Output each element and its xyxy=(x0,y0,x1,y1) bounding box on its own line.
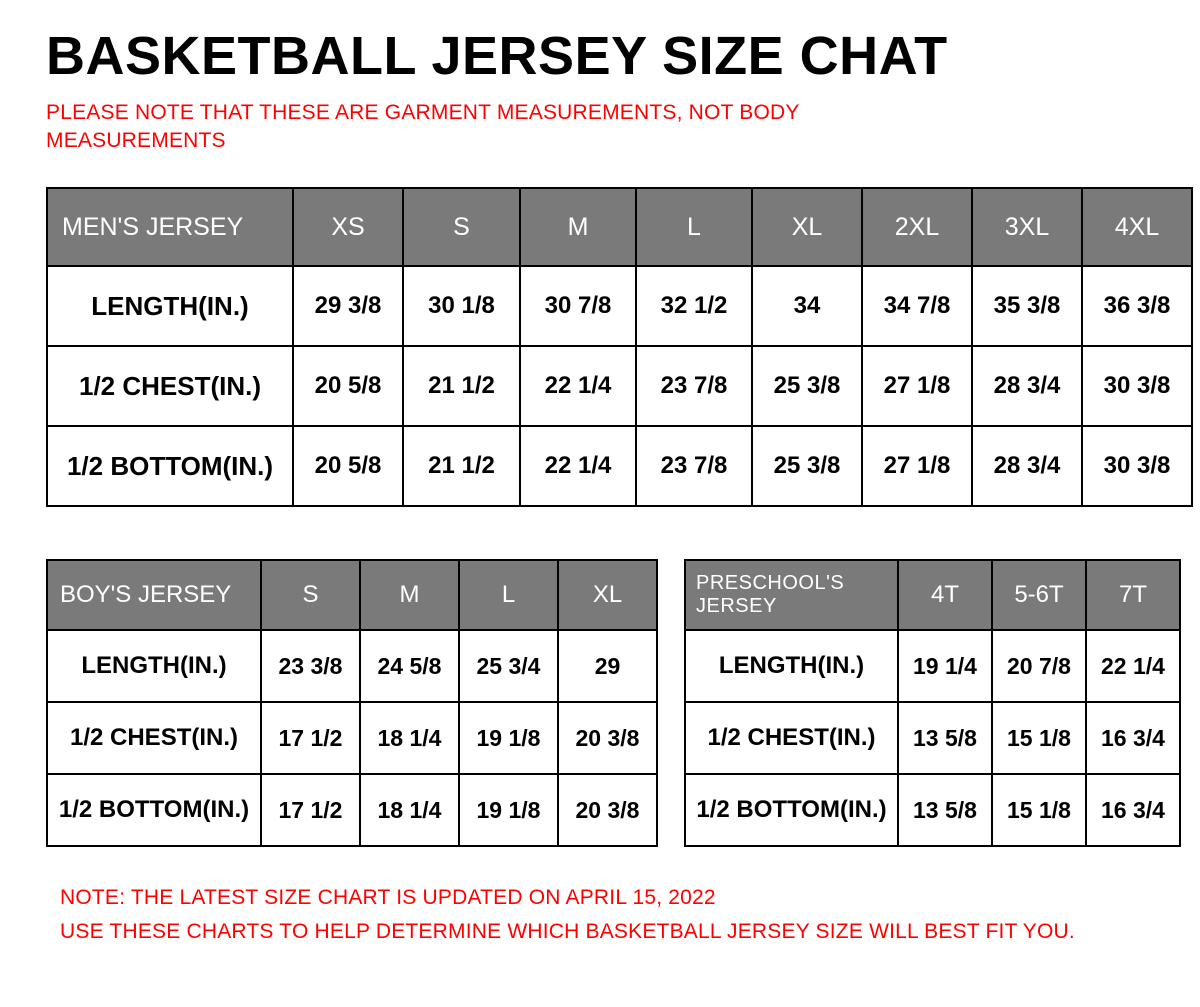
table-row xyxy=(47,426,1192,506)
column-header: PRESCHOOL'S JERSEY xyxy=(685,560,898,630)
table-row xyxy=(47,630,657,702)
table-cell: 20 7/8 xyxy=(992,630,1086,702)
table-cell: 36 3/8 xyxy=(1082,266,1192,346)
mens-jersey-table-wrapper xyxy=(46,187,1176,507)
table-cell: 35 3/8 xyxy=(972,266,1082,346)
table-cell: 16 3/4 xyxy=(1086,774,1180,846)
table-cell: 20 3/8 xyxy=(558,774,657,846)
table-cell: 19 1/8 xyxy=(459,702,558,774)
table-cell: 34 xyxy=(752,266,862,346)
column-header: 3XL xyxy=(972,188,1082,266)
table-cell: 34 7/8 xyxy=(862,266,972,346)
table-cell: 24 5/8 xyxy=(360,630,459,702)
table-cell: 13 5/8 xyxy=(898,702,992,774)
row-header: 1/2 CHEST(IN.) xyxy=(47,346,293,426)
column-header: 5-6T xyxy=(992,560,1086,630)
table-cell: 27 1/8 xyxy=(862,426,972,506)
table-cell: 22 1/4 xyxy=(1086,630,1180,702)
row-header: 1/2 BOTTOM(IN.) xyxy=(47,774,261,846)
table-cell: 29 xyxy=(558,630,657,702)
table-cell: 17 1/2 xyxy=(261,702,360,774)
row-header: 1/2 BOTTOM(IN.) xyxy=(685,774,898,846)
table-cell: 23 7/8 xyxy=(636,346,752,426)
column-header: XS xyxy=(293,188,403,266)
table-cell: 28 3/4 xyxy=(972,426,1082,506)
column-header: S xyxy=(261,560,360,630)
table-cell: 15 1/8 xyxy=(992,774,1086,846)
table-cell: 19 1/8 xyxy=(459,774,558,846)
table-cell: 22 1/4 xyxy=(520,426,636,506)
table-cell: 30 3/8 xyxy=(1082,426,1192,506)
footer-note-usage: USE THESE CHARTS TO HELP DETERMINE WHICH BASKETBALL JERSEY SIZE WILL BEST FIT YOU. xyxy=(60,919,1075,943)
column-header: L xyxy=(459,560,558,630)
table-cell: 20 3/8 xyxy=(558,702,657,774)
table-row xyxy=(47,346,1192,426)
table-cell: 20 5/8 xyxy=(293,426,403,506)
table-cell: 18 1/4 xyxy=(360,774,459,846)
table-row xyxy=(47,266,1192,346)
boys-jersey-table xyxy=(46,559,658,847)
table-cell: 27 1/8 xyxy=(862,346,972,426)
column-header: XL xyxy=(558,560,657,630)
table-cell: 17 1/2 xyxy=(261,774,360,846)
row-header: LENGTH(IN.) xyxy=(47,266,293,346)
column-header: 2XL xyxy=(862,188,972,266)
column-header: S xyxy=(403,188,520,266)
table-header-row xyxy=(47,188,1192,266)
bottom-tables-row xyxy=(46,559,1176,847)
table-cell: 30 7/8 xyxy=(520,266,636,346)
table-cell: 25 3/4 xyxy=(459,630,558,702)
table-cell: 23 7/8 xyxy=(636,426,752,506)
footer-note-update: NOTE: THE LATEST SIZE CHART IS UPDATED ON APRIL 15, 2022 xyxy=(60,886,716,910)
column-header: L xyxy=(636,188,752,266)
table-cell: 22 1/4 xyxy=(520,346,636,426)
column-header: XL xyxy=(752,188,862,266)
column-header: M xyxy=(520,188,636,266)
table-row xyxy=(685,774,1180,846)
table-header-row xyxy=(685,560,1180,630)
table-row xyxy=(47,702,657,774)
preschool-jersey-table xyxy=(684,559,1181,847)
table-cell: 21 1/2 xyxy=(403,426,520,506)
table-cell: 28 3/4 xyxy=(972,346,1082,426)
table-cell: 20 5/8 xyxy=(293,346,403,426)
table-row xyxy=(685,702,1180,774)
footer-notes xyxy=(60,881,1176,948)
table-cell: 30 1/8 xyxy=(403,266,520,346)
page-title: BASKETBALL JERSEY SIZE CHAT xyxy=(46,26,948,86)
table-cell: 25 3/8 xyxy=(752,426,862,506)
table-cell: 15 1/8 xyxy=(992,702,1086,774)
table-cell: 21 1/2 xyxy=(403,346,520,426)
row-header: 1/2 CHEST(IN.) xyxy=(47,702,261,774)
table-cell: 25 3/8 xyxy=(752,346,862,426)
row-header: 1/2 CHEST(IN.) xyxy=(685,702,898,774)
table-row xyxy=(685,630,1180,702)
column-header: BOY'S JERSEY xyxy=(47,560,261,630)
garment-measurement-note: PLEASE NOTE THAT THESE ARE GARMENT MEASUREMENTS, NOT BODY MEASUREMENTS xyxy=(46,100,800,153)
table-cell: 30 3/8 xyxy=(1082,346,1192,426)
table-cell: 18 1/4 xyxy=(360,702,459,774)
row-header: LENGTH(IN.) xyxy=(685,630,898,702)
row-header: LENGTH(IN.) xyxy=(47,630,261,702)
mens-jersey-table xyxy=(46,187,1193,507)
table-cell: 16 3/4 xyxy=(1086,702,1180,774)
table-cell: 32 1/2 xyxy=(636,266,752,346)
table-cell: 13 5/8 xyxy=(898,774,992,846)
column-header: 4XL xyxy=(1082,188,1192,266)
table-cell: 23 3/8 xyxy=(261,630,360,702)
table-cell: 19 1/4 xyxy=(898,630,992,702)
table-cell: 29 3/8 xyxy=(293,266,403,346)
column-header: MEN'S JERSEY xyxy=(47,188,293,266)
column-header: 4T xyxy=(898,560,992,630)
table-header-row xyxy=(47,560,657,630)
table-row xyxy=(47,774,657,846)
column-header: M xyxy=(360,560,459,630)
column-header: 7T xyxy=(1086,560,1180,630)
row-header: 1/2 BOTTOM(IN.) xyxy=(47,426,293,506)
